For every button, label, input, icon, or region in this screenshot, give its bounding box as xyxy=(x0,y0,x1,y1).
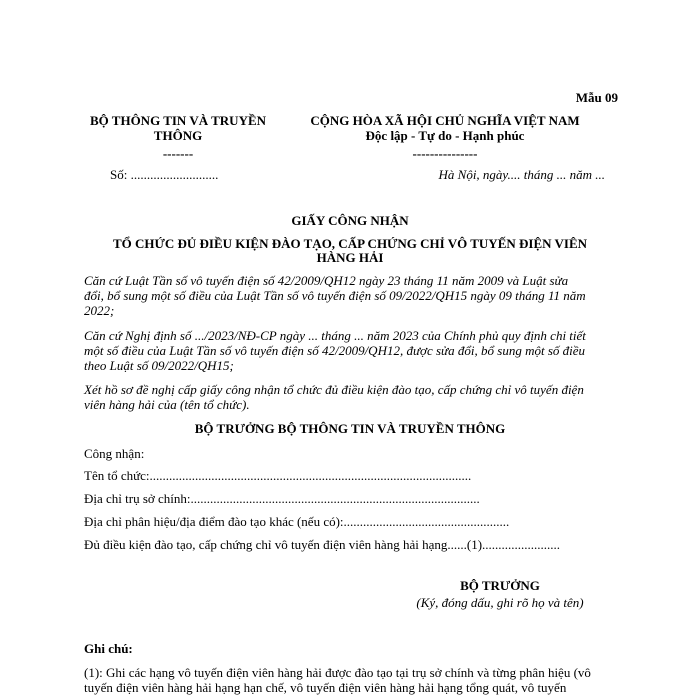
ministry-line-1: BỘ THÔNG TIN VÀ TRUYỀN xyxy=(89,113,267,128)
legal-basis-2 xyxy=(84,328,614,373)
legal-basis-1-line-1: Căn cứ Luật Tần số vô tuyến điện số 42/2009/QH12 ngày 23 tháng 11 năm 2009 và Luật sửa xyxy=(84,273,569,288)
legal-basis-3-line-1: Xét hồ sơ đề nghị cấp giấy công nhận tổ chức đủ điều kiện đào tạo, cấp chứng chỉ vô tuyến điện xyxy=(84,382,584,397)
minister-heading: BỘ TRƯỞNG BỘ THÔNG TIN VÀ TRUYỀN THÔNG xyxy=(194,421,506,436)
signature-title: BỘ TRƯỞNG xyxy=(460,578,540,593)
legal-basis-1-line-3: 2022; xyxy=(84,303,115,318)
legal-basis-2-line-1: Căn cứ Nghị định số .../2023/NĐ-CP ngày ... tháng ... năm 2023 của Chính phủ quy định chi tiết xyxy=(84,328,586,343)
legal-basis-3 xyxy=(84,382,614,412)
note-1 xyxy=(84,665,624,695)
note-1-line-2: tuyến điện viên hàng hải hạng hạn chế, vô tuyến điện viên hàng hải hạng tổng quát, vô tuyến xyxy=(84,680,567,695)
document-subtitle-line-1: TỔ CHỨC ĐỦ ĐIỀU KIỆN ĐÀO TẠO, CẤP CHỨNG CHỈ VÔ TUYẾN ĐIỆN VIÊN xyxy=(112,236,588,251)
field-certify: Công nhận: xyxy=(84,446,145,461)
field-qualified-class: Đủ điều kiện đào tạo, cấp chứng chỉ vô tuyến điện viên hàng hải hạng......(1)........................ xyxy=(84,537,561,552)
issuing-ministry xyxy=(78,113,278,143)
legal-basis-3-line-2: viên hàng hải của (tên tổ chức). xyxy=(84,397,250,412)
form-code: Mẫu 09 xyxy=(575,90,618,105)
republic-name: CỘNG HÒA XÃ HỘI CHỦ NGHĨA VIỆT NAM xyxy=(310,113,580,128)
document-number: Số: ........................... xyxy=(110,167,219,182)
notes-heading: Ghi chú: xyxy=(84,641,133,656)
field-branch-address: Địa chỉ phân hiệu/địa điểm đào tạo khác (nếu có):................................................... xyxy=(84,514,510,529)
legal-basis-1-line-2: đổi, bổ sung một số điều của Luật Tần số vô tuyến điện số 09/2022/QH15 ngày 09 tháng 11 năm xyxy=(84,288,586,303)
legal-basis-1 xyxy=(84,273,614,318)
ministry-line-2: THÔNG xyxy=(153,128,203,143)
document-subtitle-line-2: HÀNG HẢI xyxy=(316,250,384,265)
place-and-date: Hà Nội, ngày.... tháng ... năm ... xyxy=(438,167,605,182)
national-motto: Độc lập - Tự do - Hạnh phúc xyxy=(365,128,525,143)
ministry-divider: ------- xyxy=(162,146,194,161)
field-organization-name: Tên tổ chức:................................................................................................... xyxy=(84,468,472,483)
legal-basis-2-line-3: theo Luật số 09/2022/QH15; xyxy=(84,358,234,373)
legal-basis-2-line-2: một số điều của Luật Tần số vô tuyến điện số 42/2009/QH12, được sửa đổi, bổ sung một số điều xyxy=(84,343,586,358)
document-title: GIẤY CÔNG NHẬN xyxy=(291,213,409,228)
field-head-office-address: Địa chỉ trụ sở chính:......................................................................................... xyxy=(84,491,480,506)
signature-instruction: (Ký, đóng dấu, ghi rõ họ và tên) xyxy=(416,595,584,610)
republic-divider: --------------- xyxy=(412,146,478,161)
note-1-line-1: (1): Ghi các hạng vô tuyến điện viên hàng hải được đào tạo tại trụ sở chính và từng phân hiệu (vô xyxy=(84,665,591,680)
